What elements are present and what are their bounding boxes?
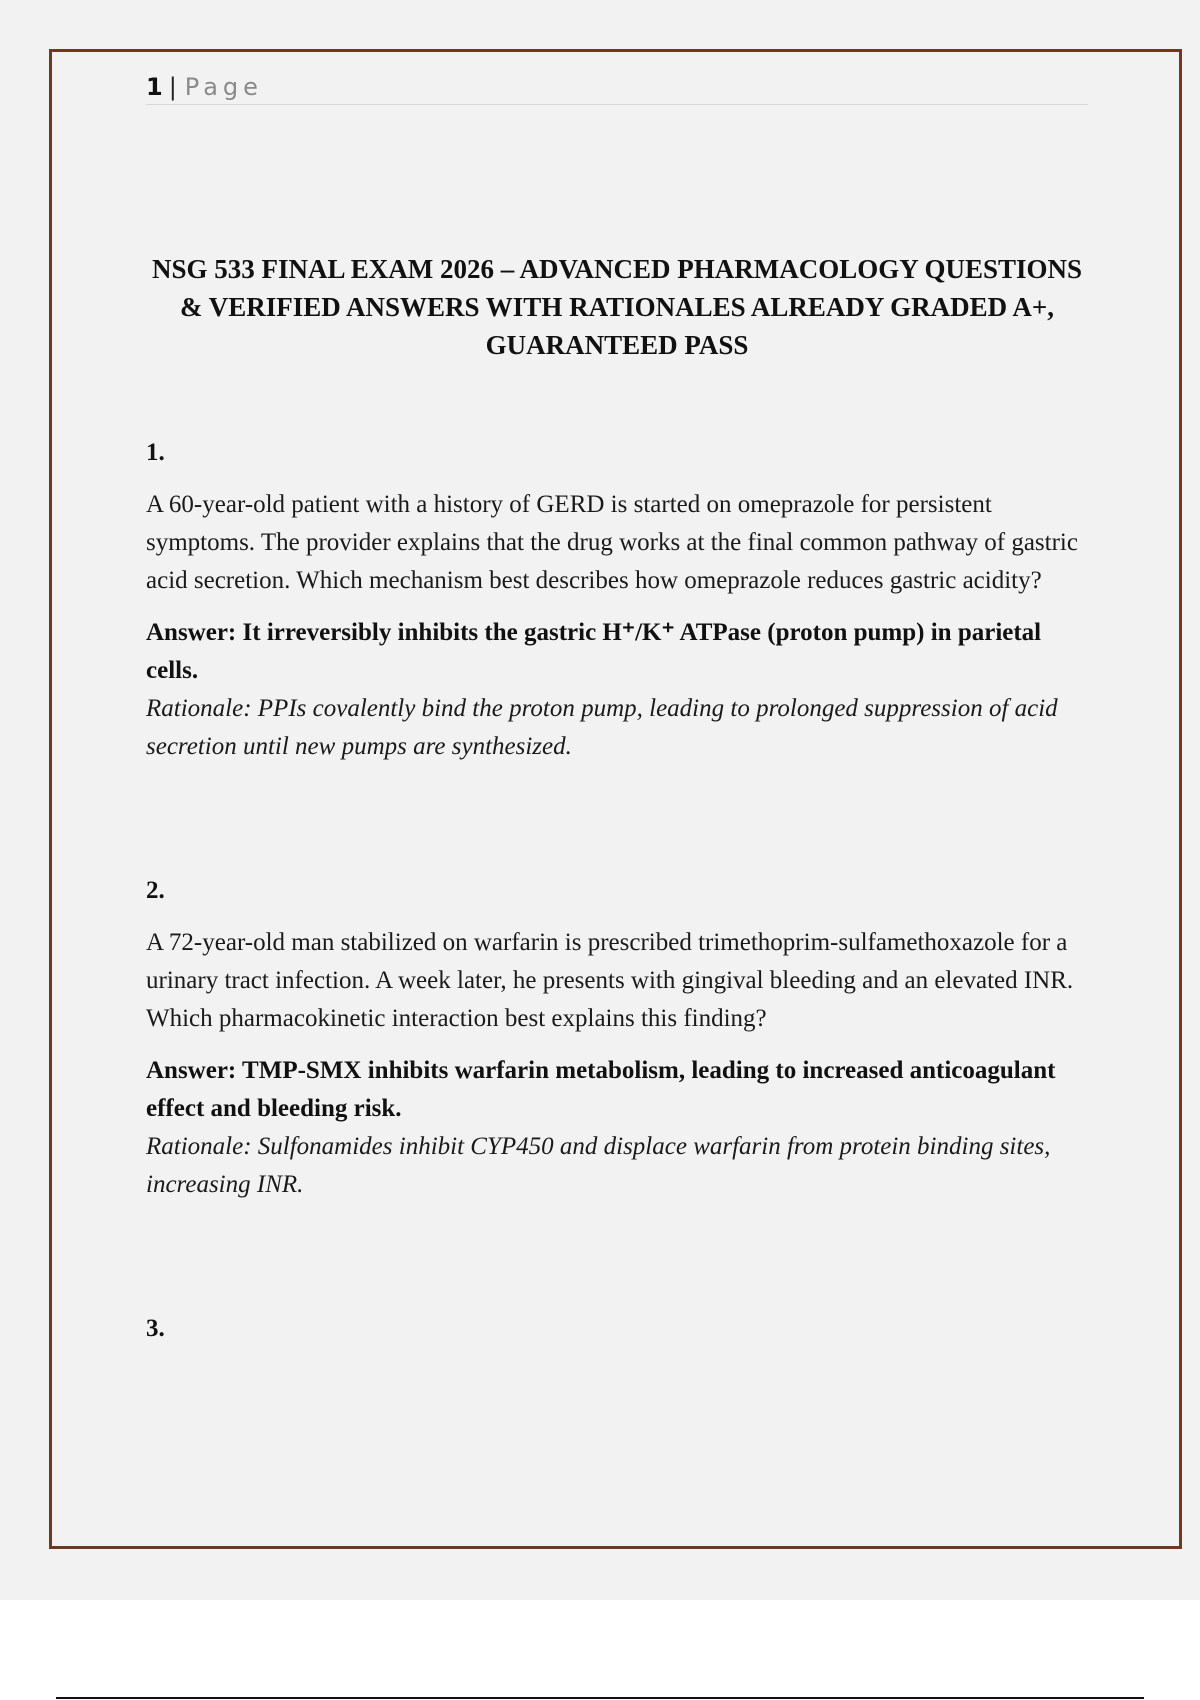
page-number: 1 [146,73,163,101]
page-header [146,72,1088,105]
question-2 [146,874,1088,1204]
next-page-rule [56,1697,1144,1699]
question-text: A 60-year-old patient with a history of GERD is started on omeprazole for persistent symptoms. The provider explains that the drug works at the final common pathway of gastric acid secretion. Which mechanism best describes how omeprazole reduces gastric acidity? [146,491,1078,594]
header-separator: | [168,73,177,101]
question-3 [146,1312,1088,1346]
question-number: 2. [146,877,165,904]
page-label: Page [184,73,263,101]
question-number: 3. [146,1315,165,1342]
question-answer: Answer: It irreversibly inhibits the gastric H⁺/K⁺ ATPase (proton pump) in parietal cells. [146,619,1042,684]
question-answer: Answer: TMP-SMX inhibits warfarin metabolism, leading to increased anticoagulant effect and bleeding risk. [146,1057,1056,1122]
question-1 [146,436,1088,766]
question-rationale: Rationale: PPIs covalently bind the proton pump, leading to prolonged suppression of acid secretion until new pumps are synthesized. [146,695,1058,760]
question-text: A 72-year-old man stabilized on warfarin is prescribed trimethoprim-sulfamethoxazole for a urinary tract infection. A week later, he presents with gingival bleeding and an elevated INR. Which pharmacokinetic interaction best explains this finding? [146,929,1074,1032]
question-rationale: Rationale: Sulfonamides inhibit CYP450 and displace warfarin from protein binding sites, increasing INR. [146,1133,1051,1198]
question-number: 1. [146,439,165,466]
document-title: NSG 533 FINAL EXAM 2026 – ADVANCED PHARMACOLOGY QUESTIONS & VERIFIED ANSWERS WITH RATIONALES ALREADY GRADED A+, GUARANTEED PASS [151,254,1083,360]
